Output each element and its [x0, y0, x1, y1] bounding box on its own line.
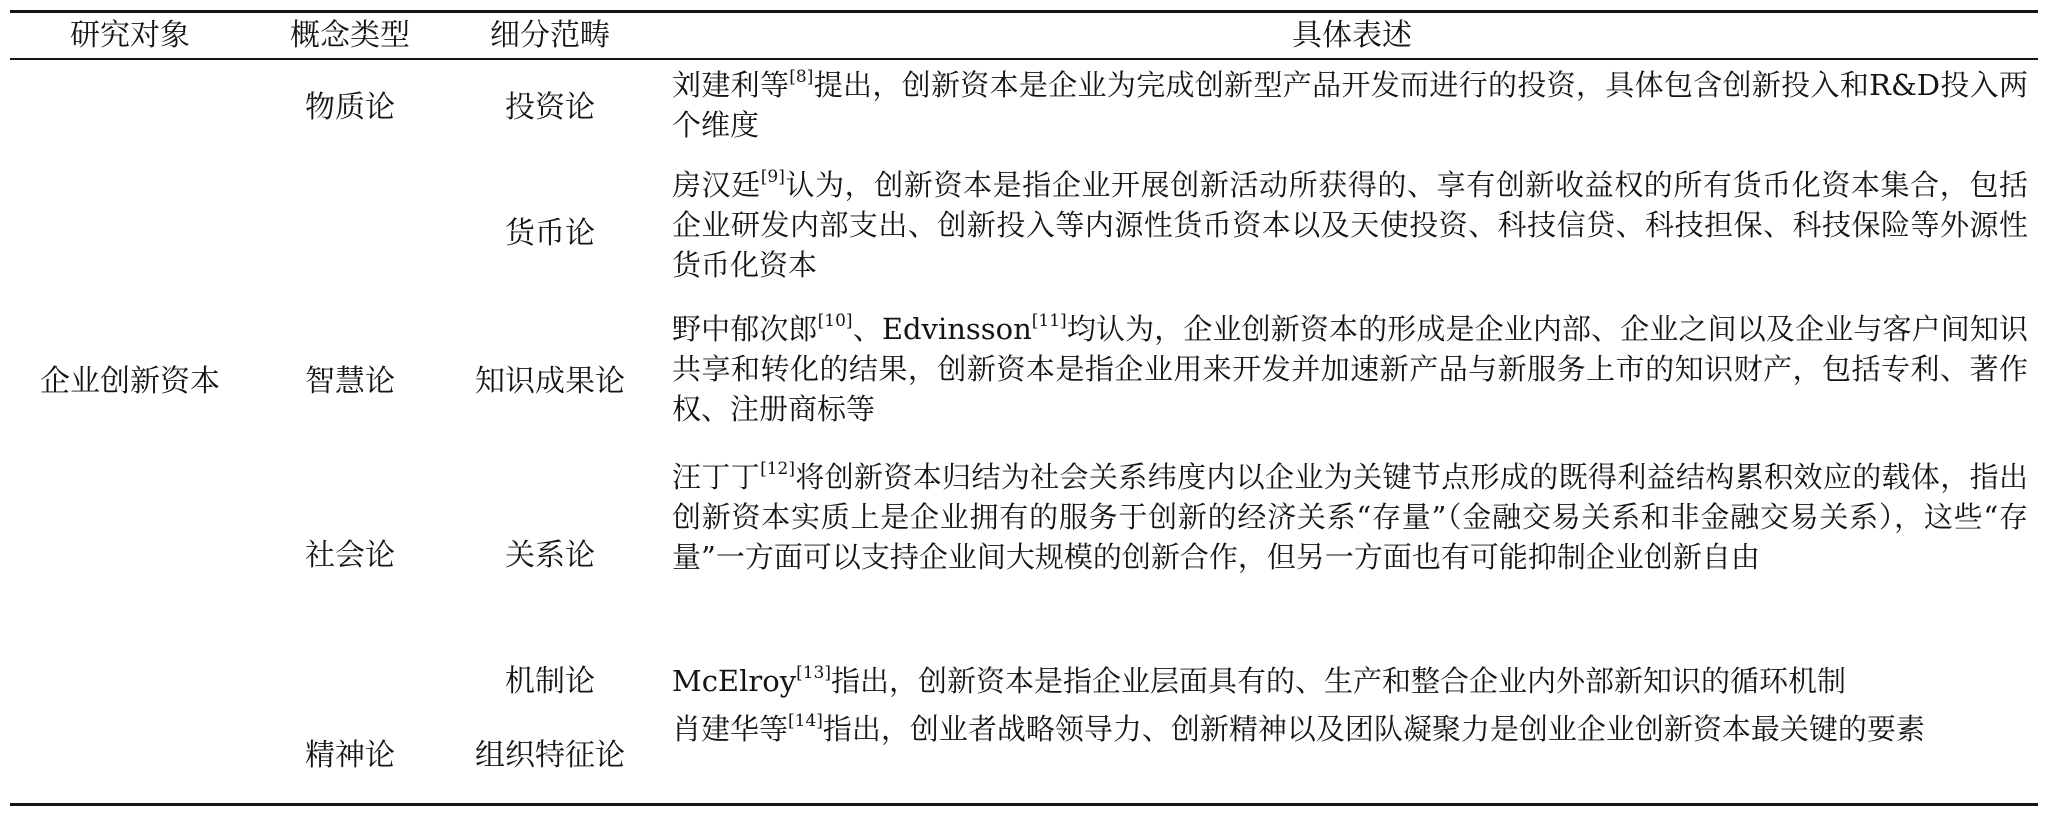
description-row-2 [672, 165, 2028, 285]
description-row-6 [672, 709, 2028, 749]
concept-type-material: 物质论 [305, 90, 395, 125]
description-text: 指出，创业者战略领导力、创新精神以及团队凝聚力是创业企业创新资本最关键的要素 [822, 712, 1925, 746]
citation-author: 刘建利等 [672, 68, 790, 102]
description-text: 指出，创新资本是指企业层面具有的、生产和整合企业内外部新知识的循环机制 [831, 664, 1847, 698]
citation-ref-2: [11] [1031, 311, 1067, 332]
citation-ref: [14] [788, 711, 823, 732]
header-sub-category: 细分范畴 [490, 18, 610, 53]
description-text: 将创新资本归结为社会关系纬度内以企业为关键节点形成的既得利益结构累积效应的载体，指出创新资本实质上是企业拥有的服务于创新的经济关系“存量”（金融交易关系和非金融交易关系），这些“存量”一方面可以支持企业间大规模的创新合作，但另一方面也有可能抑制企业创新自由 [672, 460, 2028, 574]
description-text: 认为，创新资本是指企业开展创新活动所获得的、享有创新收益权的所有货币化资本集合，包括企业研发内部支出、创新投入等内源性货币资本以及天使投资、科技信贷、科技担保、科技保险等外源性货币化资本 [672, 168, 2028, 282]
description-row-1 [672, 65, 2028, 145]
sub-category-monetary: 货币论 [505, 216, 595, 251]
sub-category-organization: 组织特征论 [475, 738, 625, 773]
citation-ref: [10] [817, 311, 853, 332]
header-description: 具体表述 [1292, 18, 1412, 53]
table-header-rule [10, 58, 2038, 60]
sub-category-relation: 关系论 [505, 538, 595, 573]
header-research-object: 研究对象 [70, 18, 190, 53]
citation-author: 肖建华等 [672, 712, 789, 746]
citation-author-2: 、Edvinsson [852, 312, 1032, 346]
citation-author: McElroy [672, 664, 797, 698]
description-text: 提出，创新资本是企业为完成创新型产品开发而进行的投资，具体包含创新投入和R&D投入两个维度 [672, 68, 2028, 142]
sub-category-investment: 投资论 [505, 90, 595, 125]
concept-type-spirit: 精神论 [305, 738, 395, 773]
table-bottom-rule [10, 803, 2038, 806]
citation-ref: [12] [760, 459, 795, 480]
concept-type-social: 社会论 [305, 538, 395, 573]
description-row-3 [672, 309, 2028, 429]
description-row-5 [672, 661, 2028, 701]
citation-ref: [8] [789, 67, 814, 88]
header-concept-type: 概念类型 [290, 18, 410, 53]
description-row-4 [672, 457, 2028, 577]
research-object-cell: 企业创新资本 [40, 364, 220, 399]
table-top-rule [10, 10, 2038, 13]
sub-category-mechanism: 机制论 [505, 664, 595, 699]
citation-author: 汪丁丁 [672, 460, 761, 494]
concept-type-wisdom: 智慧论 [305, 364, 395, 399]
sub-category-knowledge: 知识成果论 [475, 364, 625, 399]
citation-author: 野中郁次郎 [672, 312, 818, 346]
citation-author: 房汉廷 [672, 168, 761, 202]
citation-ref: [13] [796, 663, 831, 684]
description-text: 均认为，企业创新资本的形成是企业内部、企业之间以及企业与客户间知识共享和转化的结果，创新资本是指企业用来开发并加速新产品与新服务上市的知识财产，包括专利、著作权、注册商标等 [672, 312, 2028, 426]
citation-ref: [9] [760, 167, 785, 188]
